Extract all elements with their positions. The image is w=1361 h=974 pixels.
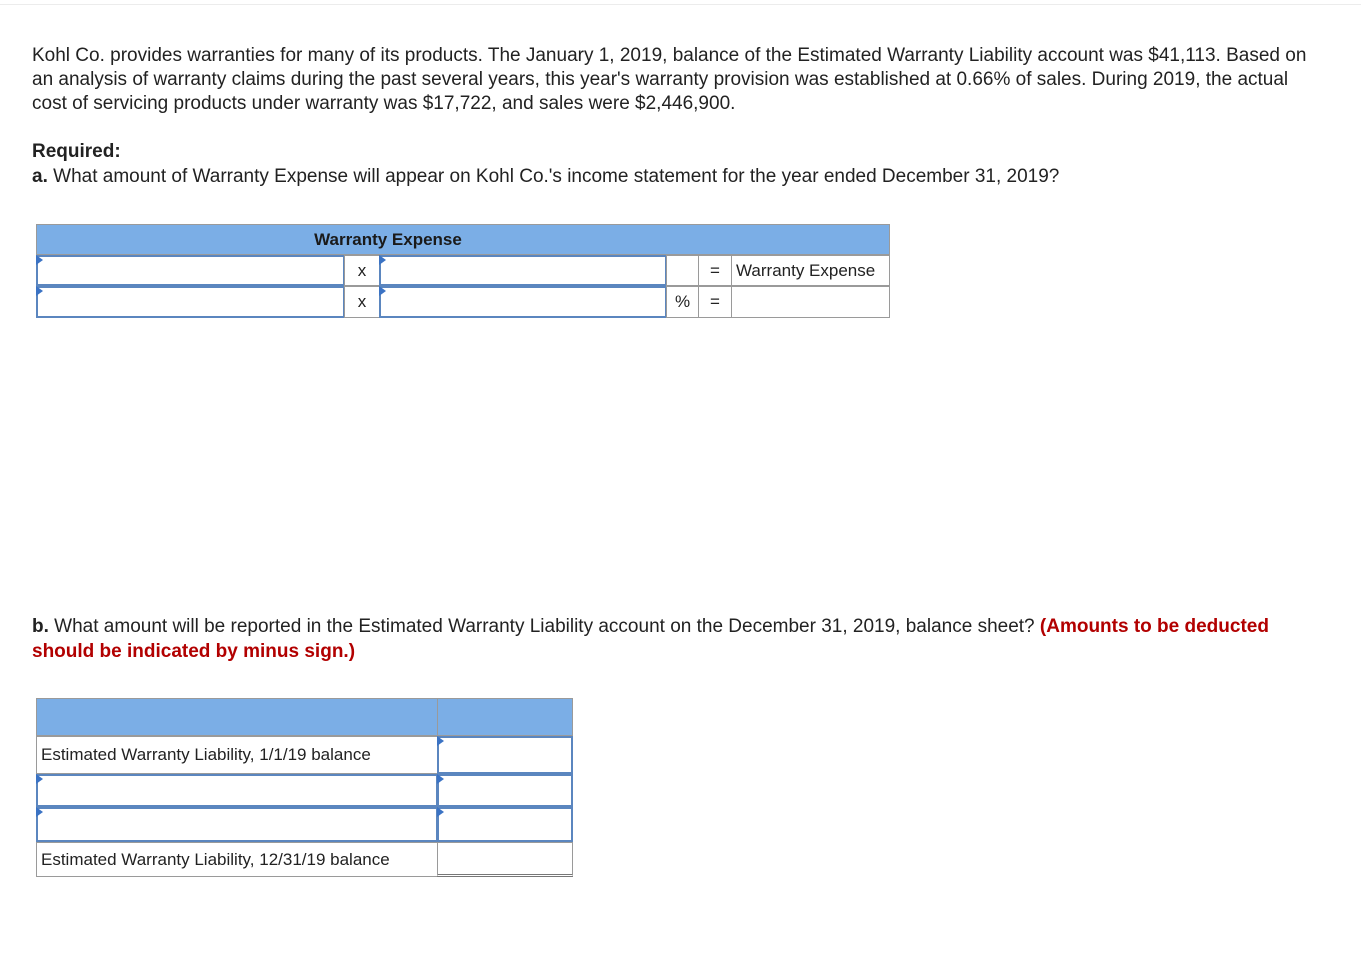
row2-amount-input[interactable] (437, 774, 573, 807)
row2-multiply-sign: x (344, 286, 380, 318)
row1-unit-cell (666, 255, 699, 286)
row2-equals-sign: = (698, 286, 732, 318)
top-divider (0, 4, 1361, 5)
ending-balance-label: Estimated Warranty Liability, 12/31/19 balance (36, 842, 438, 877)
row1-result-label: Warranty Expense (731, 255, 890, 286)
problem-statement: Kohl Co. provides warranties for many of its products. The January 1, 2019, balance of the Estimated Warranty Liability account was $41,113. Based on an analysis of warranty claims during the past several years, this year's warranty provision was established at 0.66% of sales. During 2019, the actual cost of servicing products under warranty was $17,722, and sales were $2,446,900. (32, 45, 1307, 114)
question-b-note: (Amounts to be deducted should be indicated by minus sign.) (32, 616, 1269, 662)
row1-input-2[interactable] (379, 255, 667, 286)
question-a-label: a. (32, 166, 48, 187)
beginning-balance-label: Estimated Warranty Liability, 1/1/19 balance (36, 736, 438, 774)
row1-input-1[interactable] (36, 255, 345, 286)
question-b-label: b. (32, 616, 49, 637)
row3-label-input[interactable] (36, 807, 438, 842)
row1-multiply-sign: x (344, 255, 380, 286)
row2-label-input[interactable] (36, 774, 438, 807)
liability-header-label-col (36, 698, 438, 736)
liability-header-amount-col (437, 698, 573, 736)
beginning-balance-amount-input[interactable] (437, 736, 573, 774)
row2-rate-input[interactable] (379, 286, 667, 318)
required-heading (32, 140, 121, 164)
question-a (32, 165, 1059, 189)
warranty-expense-header-title: Warranty Expense (314, 229, 462, 249)
required-label: Required: (32, 141, 121, 162)
question-b (32, 614, 1332, 664)
warranty-expense-header (36, 224, 890, 255)
question-a-text: What amount of Warranty Expense will appear on Kohl Co.'s income statement for the year ended December 31, 2019? (47, 166, 1060, 187)
row1-equals-sign: = (698, 255, 732, 286)
question-b-text: What amount will be reported in the Estimated Warranty Liability account on the December 31, 2019, balance sheet? (48, 616, 1040, 637)
row3-amount-input[interactable] (437, 807, 573, 842)
row2-percent-sign: % (666, 286, 699, 318)
ending-balance-amount (437, 842, 573, 877)
row2-result-cell (731, 286, 890, 318)
row2-input-1[interactable] (36, 286, 345, 318)
